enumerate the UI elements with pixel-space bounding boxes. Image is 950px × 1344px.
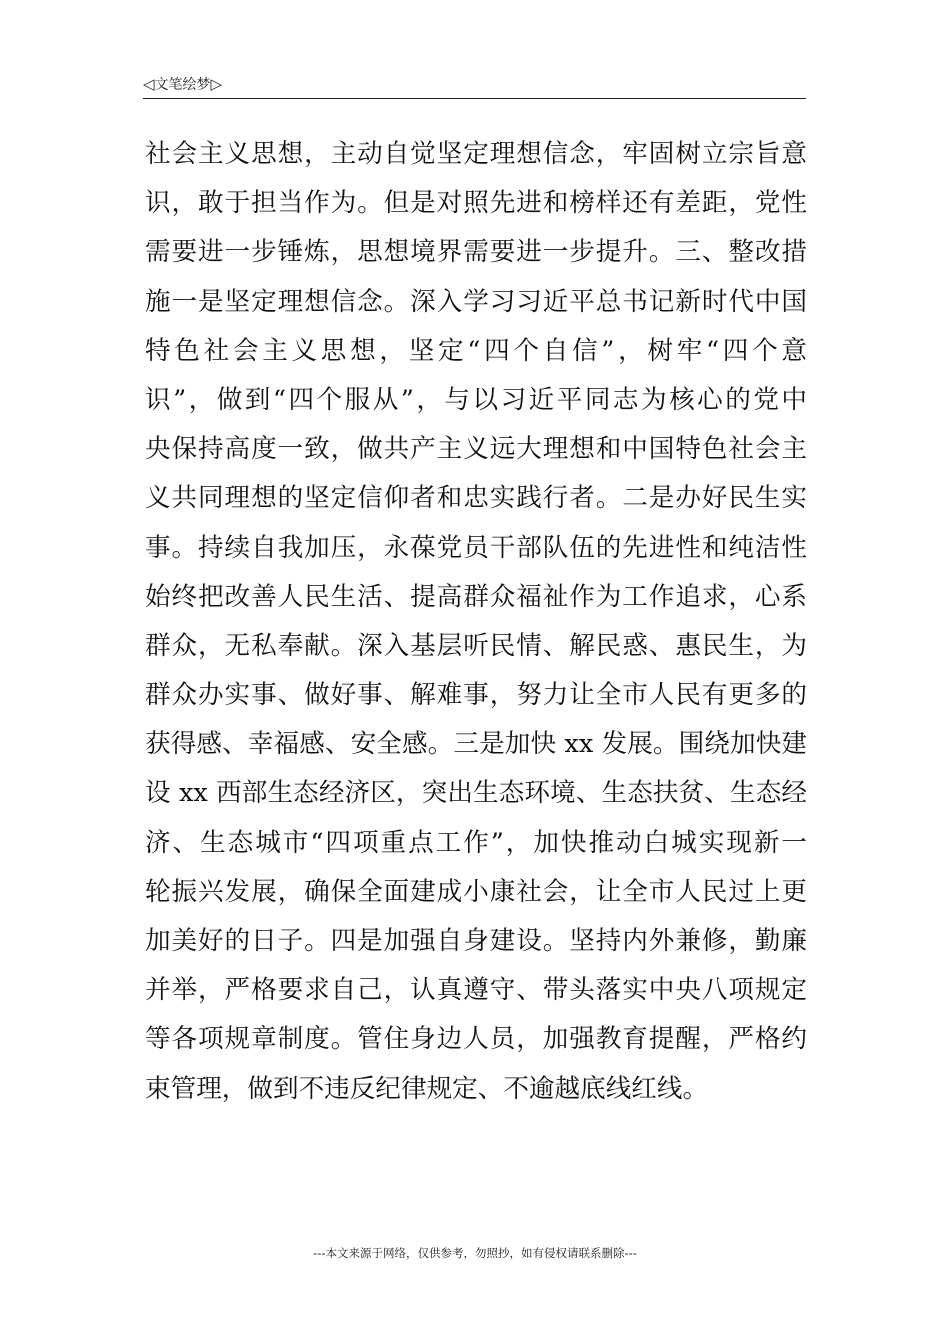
- body-line: 识”，做到“四个服从”，与以习近平同志为核心的党中: [145, 384, 807, 415]
- body-line: 特色社会主义思想，坚定“四个自信”，树牢“四个意: [145, 335, 807, 366]
- body-line: 济、生态城市“四项重点工作”，加快推动白城实现新一: [145, 827, 807, 858]
- right-triangle-icon: ▷: [210, 75, 223, 93]
- page-footer-disclaimer: ---本文来源于网络，仅供参考，勿照抄，如有侵权请联系删除---: [313, 1246, 637, 1260]
- header-title-group: [143, 76, 222, 93]
- body-line: 央保持高度一致，做共产主义远大理想和中国特色社会主: [145, 434, 807, 465]
- body-line: 轮振兴发展，确保全面建成小康社会，让全市人民过上更: [145, 876, 807, 907]
- body-line: 施一是坚定理想信念。深入学习习近平总书记新时代中国: [145, 286, 807, 317]
- left-triangle-icon: ◁: [143, 75, 155, 93]
- body-line: 并举，严格要求自己，认真遵守、带头落实中央八项规定: [145, 975, 807, 1006]
- body-line: 加美好的日子。四是加强自身建设。坚持内外兼修，勤廉: [145, 926, 807, 956]
- body-line: 等各项规章制度。管住身边人员，加强教育提醒，严格约: [145, 1024, 807, 1055]
- document-body: [145, 130, 807, 1114]
- body-line: 需要进一步锤炼，思想境界需要进一步提升。三、整改措: [145, 237, 807, 268]
- body-line: 设 xx 西部生态经济区，突出生态环境、生态扶贫、生态经: [145, 778, 807, 809]
- body-line: 始终把改善人民生活、提高群众福祉作为工作追求，心系: [145, 581, 807, 612]
- body-line: 获得感、幸福感、安全感。三是加快 xx 发展。围绕加快建: [145, 729, 807, 760]
- header-title: 文笔绘梦: [154, 77, 211, 93]
- body-line: 识，敢于担当作为。但是对照先进和榜样还有差距，党性: [145, 188, 807, 219]
- body-line: 群众办实事、做好事、解难事，努力让全市人民有更多的: [145, 680, 807, 711]
- page-header: [143, 72, 806, 99]
- body-line: 社会主义思想，主动自觉坚定理想信念，牢固树立宗旨意: [145, 139, 807, 169]
- body-line: 义共同理想的坚定信仰者和忠实践行者。二是办好民生实: [145, 483, 807, 514]
- body-line-last: 束管理，做到不违反纪律规定、不逾越底线红线。: [145, 1073, 709, 1104]
- body-line: 事。持续自我加压，永葆党员干部队伍的先进性和纯洁性: [145, 532, 807, 563]
- body-line: 群众，无私奉献。深入基层听民情、解民惑、惠民生，为: [145, 630, 807, 661]
